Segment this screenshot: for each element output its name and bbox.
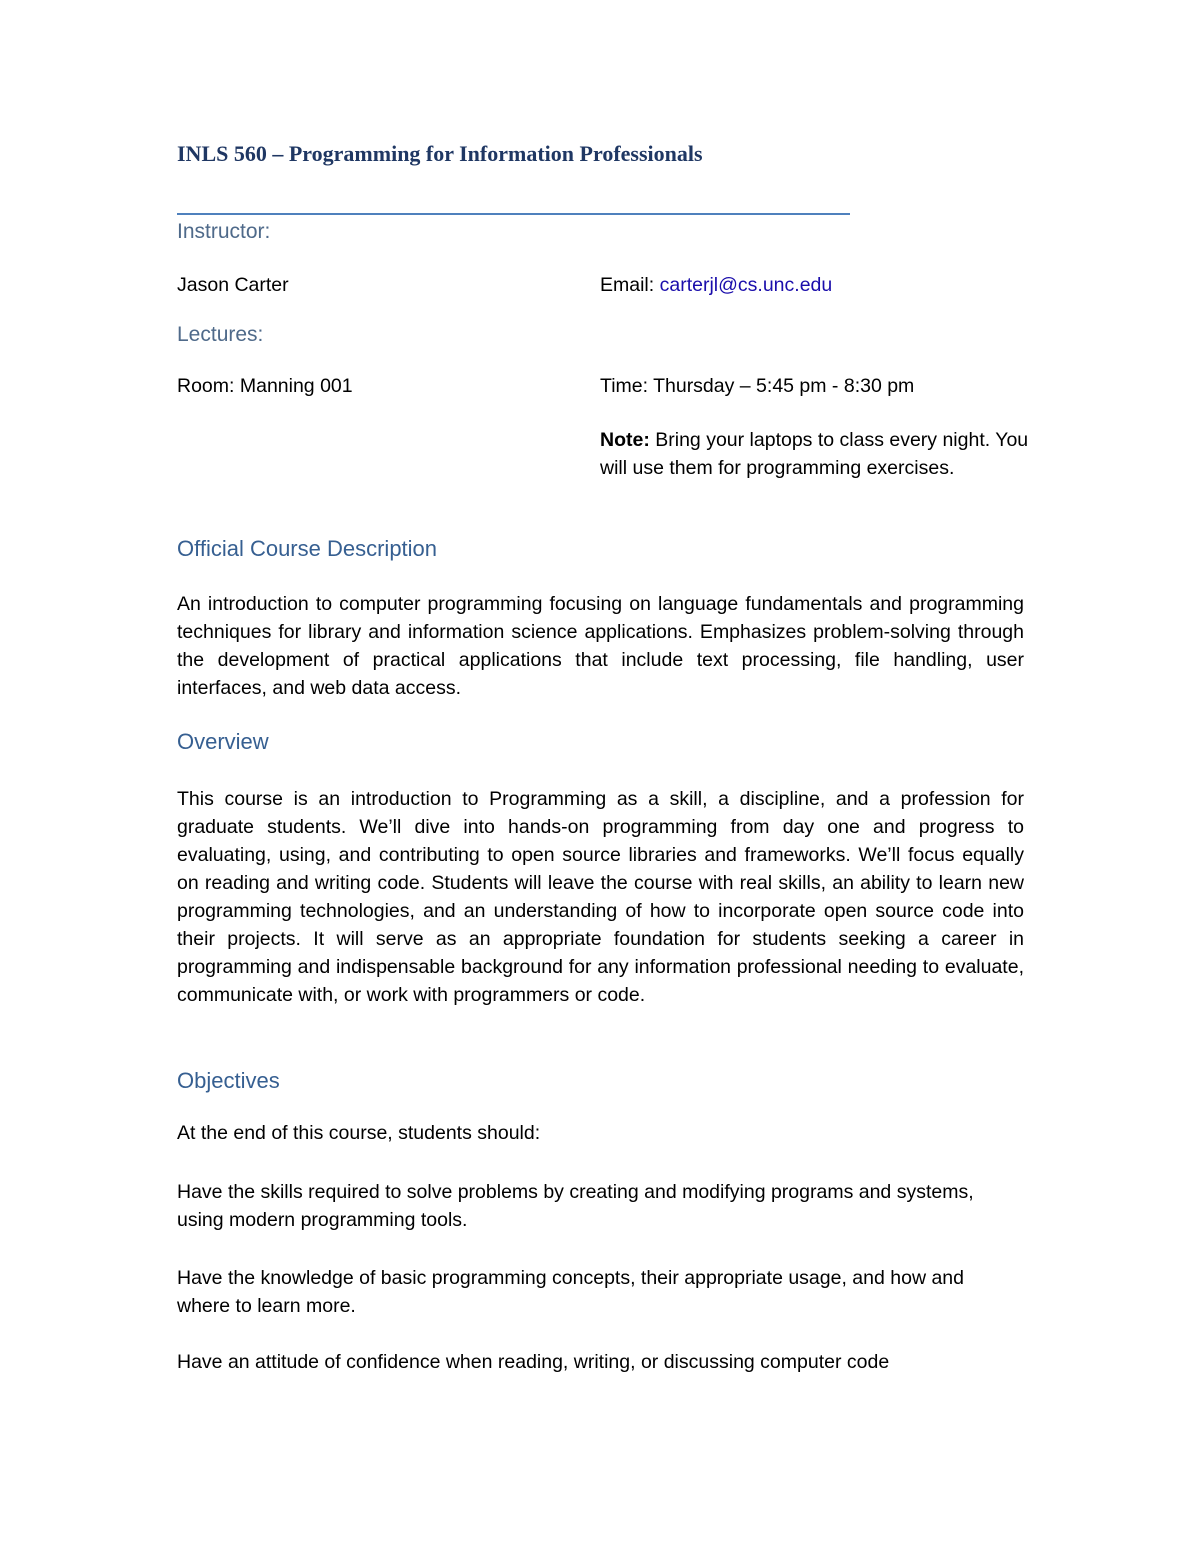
- email-link[interactable]: carterjl@cs.unc.edu: [659, 274, 833, 296]
- objective-item: Have an attitude of confidence when reading, writing, or discussing computer code: [177, 1351, 890, 1373]
- laptop-note: [600, 426, 1040, 482]
- email-label: Email:: [600, 274, 655, 296]
- instructor-label: Instructor:: [177, 220, 271, 243]
- objective-item: Have the skills required to solve problems by creating and modifying programs and systems, using modern programming tools.: [177, 1181, 974, 1231]
- overview-body: This course is an introduction to Programming as a skill, a discipline, and a profession for graduate students. We’ll dive into hands-on programming from day one and progress to evaluating, using, and contributing to open source libraries and frameworks. We’ll focus equally on reading and writing code. Students will leave the course with real skills, an ability to learn new programming technologies, and an understanding of how to incorporate open source code into their projects. It will serve as an appropriate foundation for students seeking a career in programming and indispensable background for any information professional needing to evaluate, communicate with, or work with programmers or code.: [177, 788, 1024, 1006]
- overview-heading: Overview: [177, 729, 269, 754]
- instructor-email: [600, 271, 832, 299]
- description-body: An introduction to computer programming focusing on language fundamentals and programming techniques for library and information science applications. Emphasizes problem-solving through the development of practical applications that include text processing, file handling, user interfaces, and web data access.: [177, 593, 1024, 699]
- note-text: Bring your laptops to class every night. You will use them for programming exercises.: [600, 429, 1029, 479]
- instructor-name: Jason Carter: [177, 274, 289, 296]
- description-heading: Official Course Description: [177, 536, 438, 561]
- objectives-heading: Objectives: [177, 1068, 280, 1093]
- objective-item: Have the knowledge of basic programming concepts, their appropriate usage, and how and where to learn more.: [177, 1267, 964, 1317]
- title-divider: [177, 213, 850, 215]
- note-label: Note:: [600, 429, 650, 451]
- lecture-room: Room: Manning 001: [177, 375, 353, 397]
- lecture-time: Time: Thursday – 5:45 pm - 8:30 pm: [600, 375, 915, 397]
- course-title: INLS 560 – Programming for Information Professionals: [177, 141, 703, 166]
- lectures-label: Lectures:: [177, 323, 264, 346]
- objectives-intro: At the end of this course, students should:: [177, 1122, 541, 1144]
